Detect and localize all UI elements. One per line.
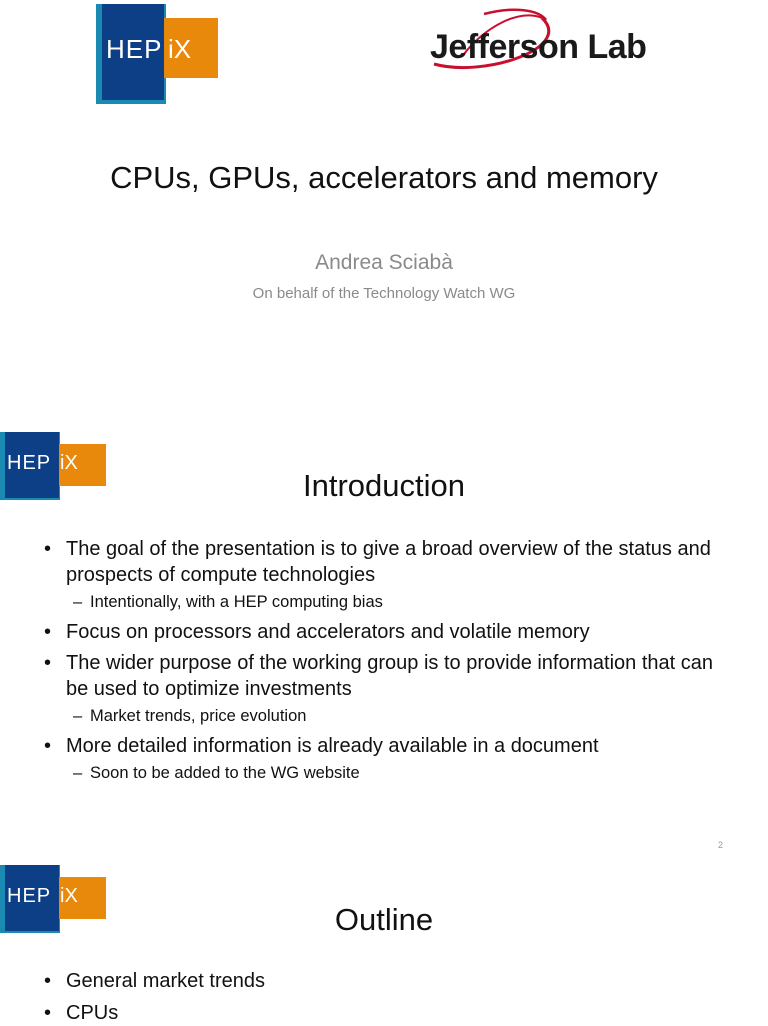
- jefferson-lab-wordmark: Jefferson Lab: [430, 28, 647, 66]
- bullet-item: • The wider purpose of the working group is to provide information that can be used to optimize investments: [44, 650, 734, 702]
- hepix-logo-hep: HEP: [7, 452, 52, 474]
- bullet-item: • The goal of the presentation is to give a broad overview of the status and prospects of compute technologies: [44, 536, 734, 588]
- hepix-logo-hep: HEP: [106, 34, 163, 64]
- jefferson-lab-logo: [424, 8, 654, 78]
- page-number: 2: [718, 840, 724, 850]
- sub-bullet-item: – Market trends, price evolution: [44, 704, 734, 728]
- presentation-title: CPUs, GPUs, accelerators and memory: [110, 160, 658, 195]
- slide-title-outline: Outline: [334, 902, 434, 937]
- hepix-logo-hep: HEP: [7, 885, 52, 907]
- sub-bullet-item: – Intentionally, with a HEP computing bias: [44, 590, 734, 614]
- bullet-item: • More detailed information is already available in a document: [44, 733, 734, 759]
- introduction-bullets: [44, 536, 734, 785]
- slide-title-introduction: Introduction: [303, 468, 465, 503]
- hepix-logo: [96, 4, 218, 106]
- hepix-logo-ix: iX: [60, 885, 78, 907]
- hepix-logo-ix: iX: [168, 34, 192, 64]
- sub-bullet-item: – Soon to be added to the WG website: [44, 761, 734, 785]
- hepix-logo-ix: iX: [60, 452, 78, 474]
- outline-bullets: [44, 968, 734, 1026]
- bullet-item: • General market trends: [44, 968, 734, 994]
- bullet-item: • CPUs: [44, 1000, 734, 1026]
- author-name: Andrea Sciabà: [315, 251, 453, 274]
- author-affiliation: On behalf of the Technology Watch WG: [252, 285, 516, 302]
- bullet-item: • Focus on processors and accelerators and volatile memory: [44, 619, 734, 645]
